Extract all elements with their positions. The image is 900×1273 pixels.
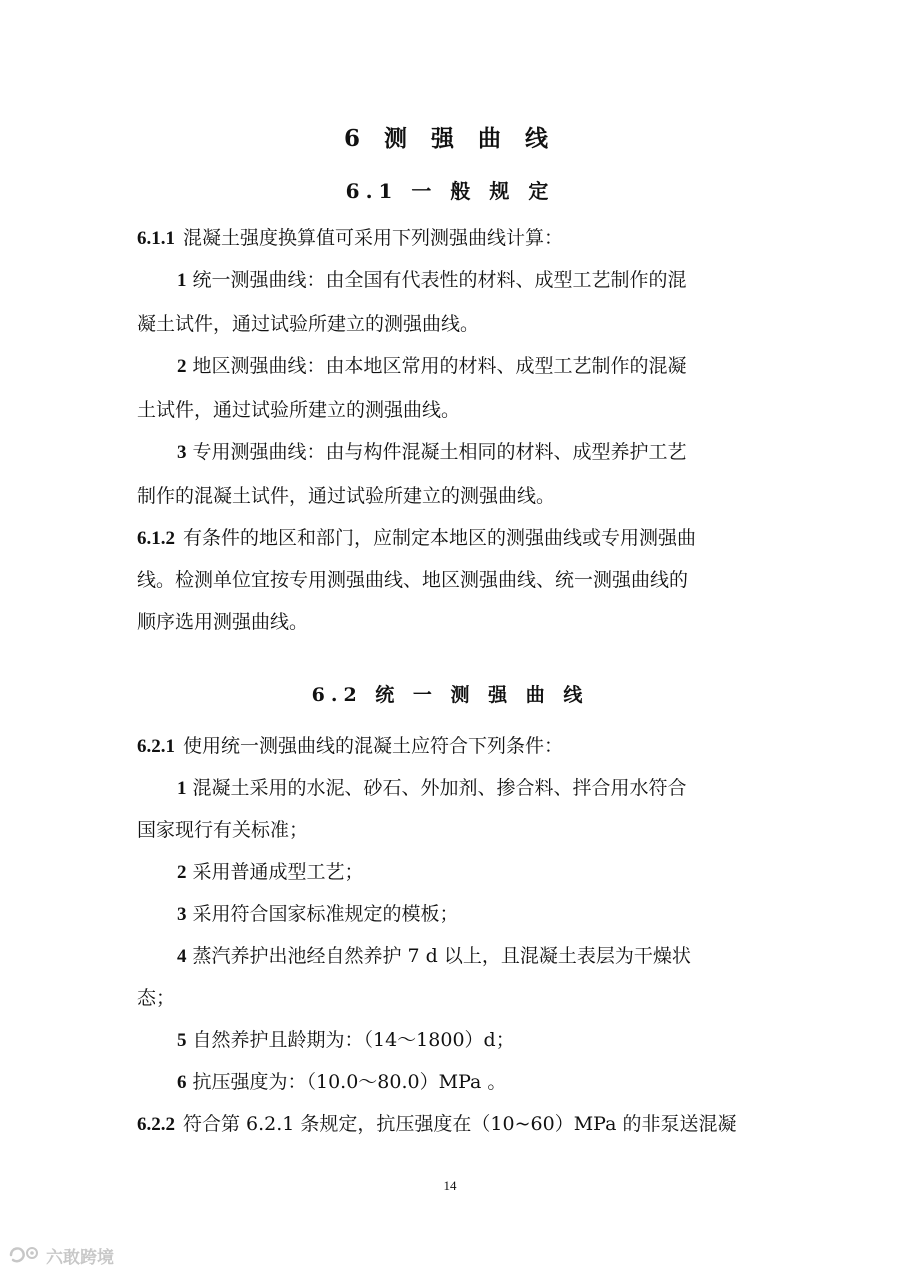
list-item	[177, 267, 757, 294]
item-number: 2	[177, 356, 187, 377]
list-item-continuation: 国家现行有关标准；	[137, 819, 309, 841]
item-number: 3	[177, 442, 187, 463]
clause-6-1-1	[137, 225, 757, 252]
item-text: 抗压强度为：（10.0～80.0）MPa 。	[192, 1071, 507, 1093]
list-item-continuation: 土试件，通过试验所建立的测强曲线。	[137, 399, 461, 421]
item-number: 5	[177, 1030, 187, 1051]
brand-logo-icon	[8, 1244, 42, 1266]
clause-text: 混凝土强度换算值可采用下列测强曲线计算：	[183, 227, 564, 249]
item-text: 地区测强曲线：由本地区常用的材料、成型工艺制作的混凝	[192, 355, 687, 377]
clause-number: 6.2.1	[137, 736, 175, 757]
clause-6-2-2	[137, 1111, 757, 1138]
item-number: 6	[177, 1072, 187, 1093]
list-item	[177, 775, 757, 802]
list-item	[177, 1069, 757, 1096]
watermark	[8, 1242, 114, 1268]
clause-text: 有条件的地区和部门，应制定本地区的测强曲线或专用测强曲	[183, 527, 697, 549]
item-number: 3	[177, 904, 187, 925]
item-text: 统一测强曲线：由全国有代表性的材料、成型工艺制作的混	[192, 269, 687, 291]
watermark-text: 六敢跨境	[46, 1247, 114, 1268]
clause-number: 6.2.2	[137, 1114, 175, 1135]
chapter-title: 6 测 强 曲 线	[343, 125, 557, 152]
item-text: 采用普通成型工艺；	[192, 861, 364, 883]
list-item	[177, 901, 757, 928]
item-number: 4	[177, 946, 187, 967]
clause-text-line: 线。检测单位宜按专用测强曲线、地区测强曲线、统一测强曲线的	[137, 569, 689, 591]
clause-text-line: 顺序选用测强曲线。	[137, 611, 309, 633]
item-number: 2	[177, 862, 187, 883]
list-item	[177, 1027, 757, 1054]
item-text: 采用符合国家标准规定的模板；	[192, 903, 459, 925]
item-text: 混凝土采用的水泥、砂石、外加剂、掺合料、拌合用水符合	[192, 777, 687, 799]
section-6-2-title: 6.2 统 一 测 强 曲 线	[311, 684, 589, 706]
list-item-continuation: 态；	[137, 987, 176, 1009]
clause-6-2-1	[137, 733, 757, 760]
list-item	[177, 943, 757, 970]
item-text: 蒸汽养护出池经自然养护 7 d 以上，且混凝土表层为干燥状	[192, 945, 691, 967]
item-text: 自然养护且龄期为：（14～1800）d；	[192, 1029, 515, 1051]
page-number: 14	[443, 1178, 457, 1193]
clause-6-1-2	[137, 525, 757, 552]
list-item-continuation: 凝土试件，通过试验所建立的测强曲线。	[137, 313, 480, 335]
clause-text: 使用统一测强曲线的混凝土应符合下列条件：	[183, 735, 564, 757]
list-item-continuation: 制作的混凝土试件，通过试验所建立的测强曲线。	[137, 485, 556, 507]
clause-text: 符合第 6.2.1 条规定，抗压强度在（10~60）MPa 的非泵送混凝	[183, 1113, 737, 1135]
item-number: 1	[177, 270, 187, 291]
clause-number: 6.1.2	[137, 528, 175, 549]
list-item	[177, 353, 757, 380]
section-6-1-title: 6.1 一 般 规 定	[345, 179, 555, 203]
list-item	[177, 439, 757, 466]
item-number: 1	[177, 778, 187, 799]
item-text: 专用测强曲线：由与构件混凝土相同的材料、成型养护工艺	[192, 441, 687, 463]
list-item	[177, 859, 757, 886]
clause-number: 6.1.1	[137, 228, 175, 249]
